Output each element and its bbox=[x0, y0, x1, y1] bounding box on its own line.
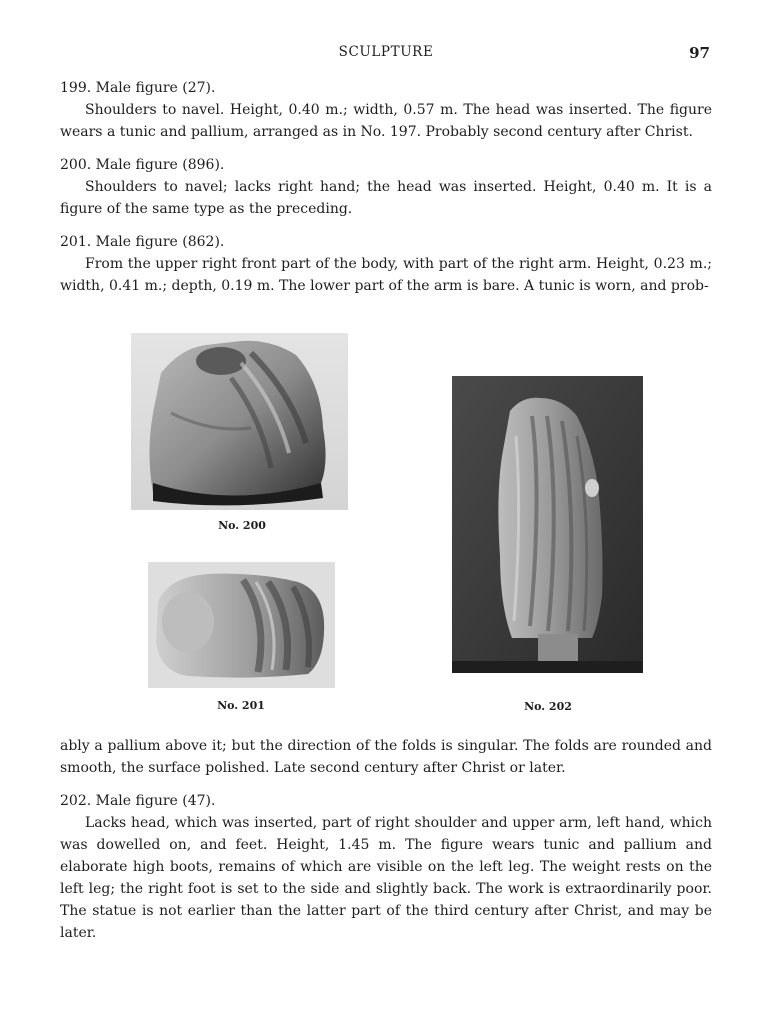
bottom-text-block bbox=[60, 735, 712, 944]
entry-201-continuation: ably a pallium above it; but the direction of the folds is singular. The folds are rounded and smooth, the surface polished. Late second century after Christ or later. bbox=[60, 738, 712, 776]
caption-no-201: No. 201 bbox=[217, 699, 265, 712]
caption-no-200: No. 200 bbox=[218, 519, 266, 532]
top-text-block bbox=[60, 77, 712, 297]
entry-201-text: From the upper right front part of the body, with part of the right arm. Height, 0.23 m.; width, 0.41 m.; depth, 0.19 m. The lower part of the arm is bare. A tunic is worn, and prob- bbox=[60, 256, 712, 294]
entry-200-heading: 200. Male figure (896). bbox=[60, 157, 225, 173]
entry-199-text: Shoulders to navel. Height, 0.40 m.; width, 0.57 m. The head was inserted. The figure wears a tunic and pallium, arranged as in No. 197. Probably second century after Christ. bbox=[60, 102, 712, 140]
photo-no-201 bbox=[148, 562, 335, 688]
running-head bbox=[60, 44, 712, 64]
entry-201-heading: 201. Male figure (862). bbox=[60, 234, 225, 250]
entry-202-text: Lacks head, which was inserted, part of right shoulder and upper arm, left hand, which was dowelled on, and feet. Height, 1.45 m. The figure wears tunic and pallium and elaborate high boots, remains of which are visible on the left leg. The weight rests on the left leg; the right foot is set to the side and slightly back. The work is extraordinarily poor. The statue is not earlier than the latter part of the third century after Christ, and may be later. bbox=[60, 815, 712, 941]
entry-202-heading: 202. Male figure (47). bbox=[60, 793, 216, 809]
caption-no-202: No. 202 bbox=[524, 700, 572, 713]
running-title: SCULPTURE bbox=[338, 44, 434, 60]
page-number: 97 bbox=[689, 44, 710, 62]
photo-no-200 bbox=[131, 333, 348, 510]
photo-no-202 bbox=[452, 376, 643, 673]
entry-199-heading: 199. Male figure (27). bbox=[60, 80, 216, 96]
entry-200-text: Shoulders to navel; lacks right hand; the head was inserted. Height, 0.40 m. It is a figure of the same type as the preceding. bbox=[60, 179, 712, 217]
